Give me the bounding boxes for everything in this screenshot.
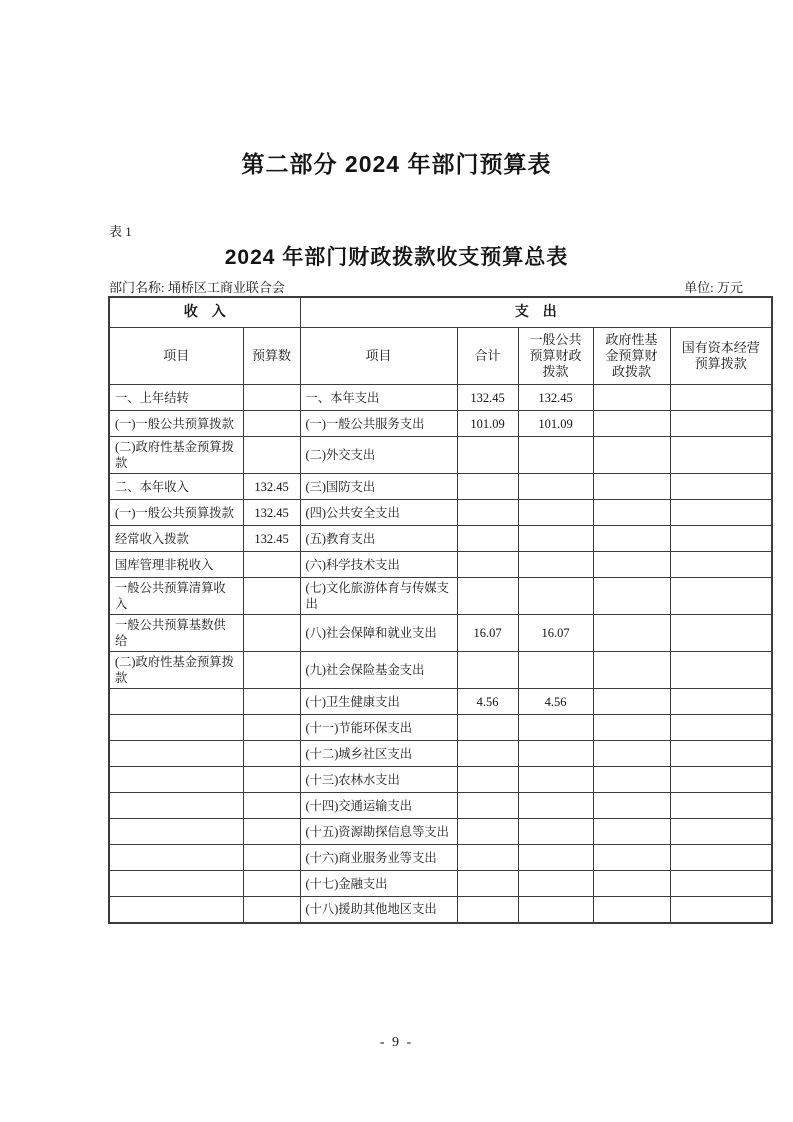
state-capital-cell: [670, 385, 772, 411]
govt-fund-cell: [593, 871, 670, 897]
table-row: [109, 871, 772, 897]
income-item-cell: [109, 819, 243, 845]
general-public-cell: [518, 767, 593, 793]
budget-table: [108, 296, 773, 924]
state-capital-cell: [670, 715, 772, 741]
table-row: [109, 689, 772, 715]
budget-table-body: [109, 385, 772, 923]
expense-item-cell: (二)外交支出: [300, 437, 457, 474]
govt-fund-cell: [593, 897, 670, 923]
table-row: [109, 741, 772, 767]
income-budget-cell: 132.45: [243, 526, 300, 552]
general-public-cell: [518, 845, 593, 871]
state-capital-cell: [670, 845, 772, 871]
income-budget-cell: [243, 767, 300, 793]
income-item-cell: 二、本年收入: [109, 474, 243, 500]
expense-item-cell: (三)国防支出: [300, 474, 457, 500]
income-item-cell: 一般公共预算清算收入: [109, 578, 243, 615]
income-item-cell: [109, 689, 243, 715]
table-row: [109, 437, 772, 474]
expense-total-cell: [457, 793, 518, 819]
state-capital-cell: [670, 578, 772, 615]
state-capital-cell: [670, 819, 772, 845]
state-capital-cell: [670, 652, 772, 689]
general-public-cell: [518, 793, 593, 819]
govt-fund-cell: [593, 474, 670, 500]
state-capital-header: 国有资本经营预算拨款: [670, 328, 772, 385]
govt-fund-cell: [593, 526, 670, 552]
income-budget-cell: [243, 552, 300, 578]
expense-total-cell: [457, 437, 518, 474]
expense-total-cell: 101.09: [457, 411, 518, 437]
expense-total-cell: [457, 819, 518, 845]
expense-item-cell: (六)科学技术支出: [300, 552, 457, 578]
general-public-cell: [518, 741, 593, 767]
table-row: [109, 793, 772, 819]
income-budget-cell: [243, 845, 300, 871]
table-number-label: 表 1: [109, 224, 132, 239]
general-public-header: 一般公共预算财政拨款: [518, 328, 593, 385]
state-capital-cell: [670, 526, 772, 552]
column-header-row: [109, 328, 772, 385]
income-item-cell: [109, 871, 243, 897]
general-public-cell: [518, 526, 593, 552]
income-budget-cell: [243, 578, 300, 615]
expense-item-cell: (四)公共安全支出: [300, 500, 457, 526]
income-item-cell: (一)一般公共预算拨款: [109, 500, 243, 526]
income-budget-cell: 132.45: [243, 500, 300, 526]
govt-fund-cell: [593, 652, 670, 689]
income-budget-cell: [243, 819, 300, 845]
income-budget-cell: [243, 715, 300, 741]
expense-item-cell: (一)一般公共服务支出: [300, 411, 457, 437]
table-row: [109, 715, 772, 741]
expense-total-cell: [457, 845, 518, 871]
expense-total-header: 合计: [457, 328, 518, 385]
income-budget-cell: [243, 652, 300, 689]
govt-fund-cell: [593, 615, 670, 652]
expense-total-cell: 16.07: [457, 615, 518, 652]
table-row: [109, 897, 772, 923]
govt-fund-cell: [593, 578, 670, 615]
expense-item-cell: (十)卫生健康支出: [300, 689, 457, 715]
state-capital-cell: [670, 767, 772, 793]
table-row: [109, 767, 772, 793]
govt-fund-cell: [593, 741, 670, 767]
expense-total-cell: 132.45: [457, 385, 518, 411]
income-budget-cell: [243, 615, 300, 652]
income-item-cell: [109, 793, 243, 819]
income-budget-cell: [243, 689, 300, 715]
state-capital-cell: [670, 897, 772, 923]
expense-total-cell: [457, 526, 518, 552]
expense-total-cell: [457, 474, 518, 500]
expense-total-cell: [457, 871, 518, 897]
unit-label: 单位: 万元: [684, 280, 743, 295]
expense-item-cell: (十六)商业服务业等支出: [300, 845, 457, 871]
income-item-cell: 一般公共预算基数供给: [109, 615, 243, 652]
state-capital-cell: [670, 500, 772, 526]
income-item-cell: 一、上年结转: [109, 385, 243, 411]
general-public-cell: 16.07: [518, 615, 593, 652]
income-item-cell: [109, 845, 243, 871]
income-budget-cell: [243, 411, 300, 437]
expense-item-cell: (十七)金融支出: [300, 871, 457, 897]
general-public-cell: [518, 871, 593, 897]
income-budget-header: 预算数: [243, 328, 300, 385]
income-budget-cell: [243, 793, 300, 819]
income-budget-cell: [243, 385, 300, 411]
table-title: 2024 年部门财政拨款收支预算总表: [224, 246, 569, 269]
expense-item-cell: (十三)农林水支出: [300, 767, 457, 793]
income-item-cell: (二)政府性基金预算拨款: [109, 437, 243, 474]
budget-table-head: [109, 297, 772, 385]
expense-item-cell: (十八)援助其他地区支出: [300, 897, 457, 923]
expense-total-cell: [457, 552, 518, 578]
income-item-cell: (二)政府性基金预算拨款: [109, 652, 243, 689]
govt-fund-cell: [593, 552, 670, 578]
table-meta-row: [109, 277, 771, 296]
income-item-cell: [109, 715, 243, 741]
expense-item-cell: (十四)交通运输支出: [300, 793, 457, 819]
expense-total-cell: [457, 741, 518, 767]
expense-total-cell: [457, 897, 518, 923]
income-item-cell: 国库管理非税收入: [109, 552, 243, 578]
expense-total-cell: [457, 578, 518, 615]
state-capital-cell: [670, 474, 772, 500]
income-budget-cell: [243, 437, 300, 474]
table-row: [109, 819, 772, 845]
expense-item-cell: (十五)资源勘探信息等支出: [300, 819, 457, 845]
table-row: [109, 500, 772, 526]
table-row: [109, 652, 772, 689]
table-row: [109, 526, 772, 552]
govt-fund-cell: [593, 793, 670, 819]
income-item-header: 项目: [109, 328, 243, 385]
general-public-cell: 101.09: [518, 411, 593, 437]
income-budget-cell: [243, 741, 300, 767]
general-public-cell: [518, 715, 593, 741]
expense-item-cell: (十一)节能环保支出: [300, 715, 457, 741]
income-item-cell: (一)一般公共预算拨款: [109, 411, 243, 437]
page-number: - 9 -: [379, 1035, 414, 1050]
table-row: [109, 578, 772, 615]
state-capital-cell: [670, 689, 772, 715]
expense-item-cell: (九)社会保险基金支出: [300, 652, 457, 689]
expense-item-cell: 一、本年支出: [300, 385, 457, 411]
general-public-cell: [518, 500, 593, 526]
table-row: [109, 552, 772, 578]
general-public-cell: [518, 819, 593, 845]
expense-item-cell: (五)教育支出: [300, 526, 457, 552]
department-name: 部门名称: 埇桥区工商业联合会: [109, 280, 285, 295]
expense-group-header: 支 出: [300, 297, 772, 328]
state-capital-cell: [670, 437, 772, 474]
table-row: [109, 845, 772, 871]
state-capital-cell: [670, 411, 772, 437]
state-capital-cell: [670, 793, 772, 819]
general-public-cell: [518, 578, 593, 615]
income-budget-cell: 132.45: [243, 474, 300, 500]
table-row: [109, 615, 772, 652]
general-public-cell: 132.45: [518, 385, 593, 411]
state-capital-cell: [670, 552, 772, 578]
expense-total-cell: [457, 767, 518, 793]
expense-total-cell: 4.56: [457, 689, 518, 715]
income-item-cell: [109, 741, 243, 767]
govt-fund-cell: [593, 767, 670, 793]
income-item-cell: [109, 897, 243, 923]
govt-fund-cell: [593, 500, 670, 526]
table-row: [109, 385, 772, 411]
income-item-cell: [109, 767, 243, 793]
govt-fund-cell: [593, 689, 670, 715]
expense-item-cell: (八)社会保障和就业支出: [300, 615, 457, 652]
expense-total-cell: [457, 715, 518, 741]
expense-item-header: 项目: [300, 328, 457, 385]
govt-fund-cell: [593, 411, 670, 437]
govt-fund-cell: [593, 845, 670, 871]
expense-total-cell: [457, 500, 518, 526]
income-budget-cell: [243, 871, 300, 897]
income-budget-cell: [243, 897, 300, 923]
section-title: 第二部分 2024 年部门预算表: [241, 151, 552, 177]
expense-item-cell: (十二)城乡社区支出: [300, 741, 457, 767]
table-row: [109, 411, 772, 437]
govt-fund-cell: [593, 385, 670, 411]
income-group-header: 收 入: [109, 297, 300, 328]
group-header-row: [109, 297, 772, 328]
general-public-cell: [518, 474, 593, 500]
state-capital-cell: [670, 871, 772, 897]
general-public-cell: [518, 552, 593, 578]
state-capital-cell: [670, 741, 772, 767]
govt-fund-cell: [593, 437, 670, 474]
general-public-cell: [518, 437, 593, 474]
table-row: [109, 474, 772, 500]
govt-fund-cell: [593, 715, 670, 741]
income-item-cell: 经常收入拨款: [109, 526, 243, 552]
expense-item-cell: (七)文化旅游体育与传媒支出: [300, 578, 457, 615]
govt-fund-header: 政府性基金预算财政拨款: [593, 328, 670, 385]
govt-fund-cell: [593, 819, 670, 845]
general-public-cell: [518, 652, 593, 689]
expense-total-cell: [457, 652, 518, 689]
state-capital-cell: [670, 615, 772, 652]
general-public-cell: 4.56: [518, 689, 593, 715]
general-public-cell: [518, 897, 593, 923]
